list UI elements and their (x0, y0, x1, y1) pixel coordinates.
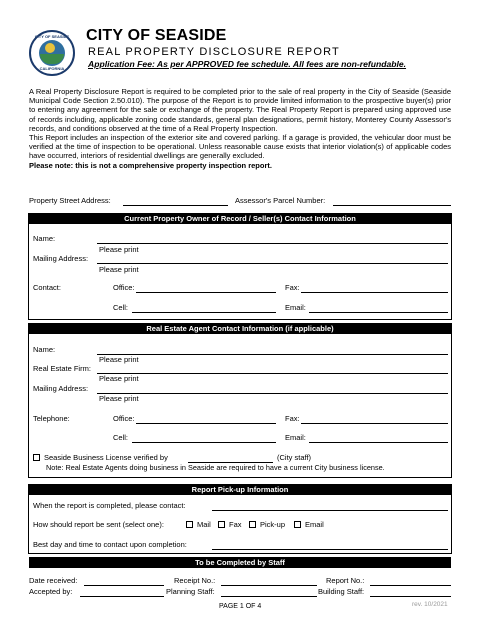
intro-paragraph-2: This Report includes an inspection of the exterior site and covered parking. If a garage is provided, the vehicular door must be verified at the time of inspection to be operational. Unless reasonable cause exists that interior violation(s) of applicable codes have occurred, interiors of residential dwellings are generally excluded. (29, 133, 451, 161)
agent-name-hint: Please print (99, 355, 139, 364)
owner-cell-field[interactable] (132, 312, 276, 313)
send-pickup-checkbox[interactable] (249, 521, 256, 528)
send-mail-label: Mail (197, 520, 211, 529)
owner-contact-label: Contact: (33, 283, 61, 292)
date-received-field[interactable] (84, 585, 164, 586)
agent-fax-label: Fax: (285, 414, 300, 423)
owner-office-label: Office: (113, 283, 135, 292)
license-verified-label: Seaside Business License verified by (44, 453, 168, 462)
license-verified-checkbox[interactable] (33, 454, 40, 461)
agent-firm-hint: Please print (99, 374, 139, 383)
building-staff-label: Building Staff: (318, 587, 365, 596)
agent-firm-field[interactable] (97, 373, 448, 374)
send-fax-label: Fax (229, 520, 242, 529)
send-fax-checkbox[interactable] (218, 521, 225, 528)
agent-office-field[interactable] (136, 423, 276, 424)
accepted-by-field[interactable] (80, 596, 164, 597)
agent-telephone-label: Telephone: (33, 414, 70, 423)
owner-mailing-label: Mailing Address: (33, 254, 89, 263)
seal-text-top: CITY OF SEASIDE (34, 34, 70, 39)
owner-section (28, 213, 452, 320)
city-seal-logo (29, 30, 75, 76)
seal-sun-icon (45, 43, 55, 53)
form-title: REAL PROPERTY DISCLOSURE REPORT (88, 46, 340, 58)
owner-fax-label: Fax: (285, 283, 300, 292)
pickup-contact-label: When the report is completed, please contact: (33, 501, 186, 510)
owner-email-label: Email: (285, 303, 306, 312)
parcel-number-field[interactable] (333, 205, 451, 206)
application-fee-note: Application Fee: As per APPROVED fee schedule. All fees are non-refundable. (88, 59, 407, 69)
staff-section-title: To be Completed by Staff (29, 557, 451, 568)
owner-section-title: Current Property Owner of Record / Seller(s) Contact Information (29, 213, 451, 224)
best-time-field[interactable] (212, 549, 448, 550)
agent-office-label: Office: (113, 414, 135, 423)
page-number: PAGE 1 OF 4 (219, 603, 262, 610)
agent-section-title: Real Estate Agent Contact Information (if applicable) (29, 323, 451, 334)
property-street-label: Property Street Address: (29, 196, 111, 205)
revision-date: rev. 10/2021 (412, 601, 448, 608)
send-email-label: Email (305, 520, 324, 529)
property-street-field[interactable] (123, 205, 228, 206)
date-received-label: Date received: (29, 576, 78, 585)
intro-notice: Please note: this is not a comprehensive property inspection report. (29, 161, 272, 170)
agent-name-field[interactable] (97, 354, 448, 355)
planning-staff-label: Planning Staff: (166, 587, 215, 596)
pickup-section-title: Report Pick-up Information (29, 484, 451, 495)
owner-mailing-field[interactable] (97, 263, 448, 264)
city-title: CITY OF SEASIDE (86, 27, 227, 44)
agent-firm-label: Real Estate Firm: (33, 364, 91, 373)
receipt-no-field[interactable] (221, 585, 317, 586)
agent-cell-field[interactable] (132, 442, 276, 443)
owner-name-field[interactable] (97, 243, 448, 244)
owner-mailing-hint: Please print (99, 265, 139, 274)
owner-cell-label: Cell: (113, 303, 129, 312)
send-mail-checkbox[interactable] (186, 521, 193, 528)
building-staff-field[interactable] (370, 596, 451, 597)
send-email-checkbox[interactable] (294, 521, 301, 528)
intro-paragraph-1: A Real Property Disclosure Report is required to be completed prior to the sale of real property in the City of Seaside (Seaside Municipal Code Section 2.50.010). The purpose of the Report is to provide limited information to the prospective buyer(s) prior to entering any agreement for the sale or exchange of the property. The Real Property Report is prepared using approved use of records including, applicable zoning code standards, general plan designations, permit history, Monterey County Assessor's records, and conditions observed at the time of a Real Property Inspection. (29, 87, 451, 133)
owner-fax-field[interactable] (301, 292, 448, 293)
best-time-label: Best day and time to contact upon completion: (33, 540, 187, 549)
city-staff-label: (City staff) (277, 453, 312, 462)
agent-license-note: Note: Real Estate Agents doing business in Seaside are required to have a current City business license. (46, 463, 385, 472)
pickup-contact-field[interactable] (212, 510, 448, 511)
agent-email-field[interactable] (309, 442, 448, 443)
agent-cell-label: Cell: (113, 433, 129, 442)
parcel-number-label: Assessor's Parcel Number: (235, 196, 326, 205)
agent-mailing-hint: Please print (99, 394, 139, 403)
planning-staff-field[interactable] (221, 596, 317, 597)
agent-name-label: Name: (33, 345, 56, 354)
owner-office-field[interactable] (136, 292, 276, 293)
agent-mailing-label: Mailing Address: (33, 384, 89, 393)
agent-mailing-field[interactable] (97, 393, 448, 394)
seal-text-bottom: CALIFORNIA (39, 66, 65, 71)
owner-name-label: Name: (33, 234, 56, 243)
owner-email-field[interactable] (309, 312, 448, 313)
report-no-label: Report No.: (326, 576, 365, 585)
agent-email-label: Email: (285, 433, 306, 442)
send-pickup-label: Pick-up (260, 520, 286, 529)
accepted-by-label: Accepted by: (29, 587, 73, 596)
send-method-label: How should report be sent (select one): (33, 520, 164, 529)
agent-fax-field[interactable] (301, 423, 448, 424)
report-no-field[interactable] (370, 585, 451, 586)
owner-name-hint: Please print (99, 245, 139, 254)
receipt-no-label: Receipt No.: (174, 576, 216, 585)
